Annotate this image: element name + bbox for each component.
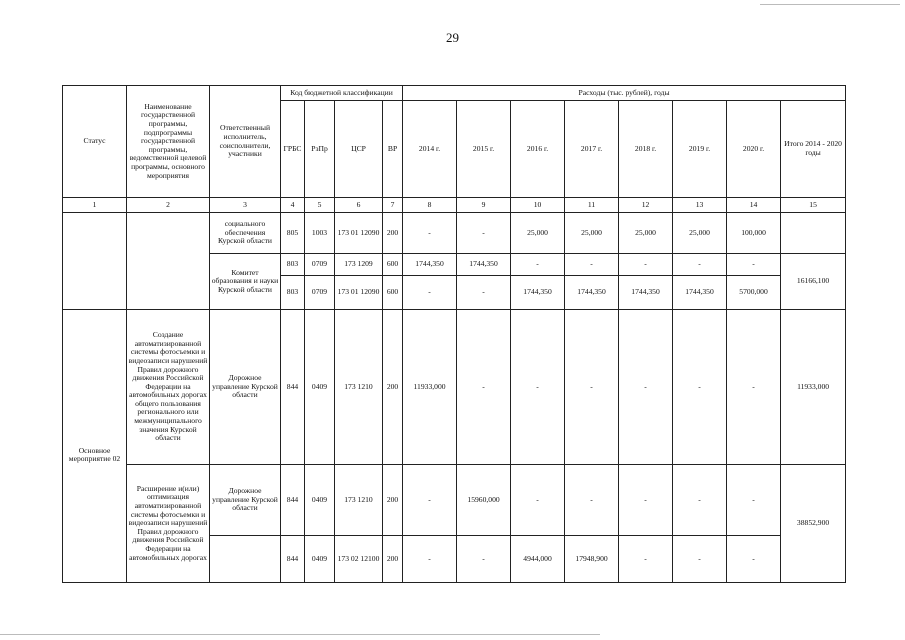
responsible-cell: Дорожное управление Курской области: [210, 465, 281, 536]
col-number: 11: [565, 198, 619, 213]
budget-table: [62, 85, 846, 583]
value-2014: 11933,000: [403, 310, 457, 465]
value-2015: -: [457, 310, 511, 465]
header-budget-code: Код бюджетной классификации: [281, 86, 403, 101]
value-2019: -: [673, 310, 727, 465]
csr-cell: 173 01 12090: [335, 213, 383, 254]
value-2017: 25,000: [565, 213, 619, 254]
value-2016: 1744,350: [511, 276, 565, 310]
grbs-cell: 803: [281, 254, 305, 276]
total-cell: [781, 213, 846, 254]
header-name: Наименование государственной программы, подпрограммы государственной программы, ведомственной целевой программы, основного мероприятия: [127, 86, 210, 198]
header-responsible: Ответственный исполнитель, соисполнители, участники: [210, 86, 281, 198]
col-number: 4: [281, 198, 305, 213]
total-cell: 11933,000: [781, 310, 846, 465]
col-number: 3: [210, 198, 281, 213]
value-2018: 25,000: [619, 213, 673, 254]
col-number: 10: [511, 198, 565, 213]
csr-cell: 173 01 12090: [335, 276, 383, 310]
vr-cell: 200: [383, 310, 403, 465]
grbs-cell: 844: [281, 465, 305, 536]
table-row: [63, 310, 846, 465]
name-cell: Расширение и(или) оптимизация автоматизированной системы фотосъемки и видеозаписи нарушений Правил дорожного движения Российской Федерации на автомобильных дорогах: [127, 465, 210, 583]
column-number-row: [63, 198, 846, 213]
rzpr-cell: 0709: [305, 276, 335, 310]
vr-cell: 200: [383, 213, 403, 254]
csr-cell: 173 1209: [335, 254, 383, 276]
header-vr: ВР: [383, 101, 403, 198]
value-2017: -: [565, 310, 619, 465]
value-2015: 1744,350: [457, 254, 511, 276]
rzpr-cell: 0709: [305, 254, 335, 276]
csr-cell: 173 1210: [335, 465, 383, 536]
grbs-cell: 803: [281, 276, 305, 310]
value-2020: -: [727, 310, 781, 465]
header-row-1: [63, 86, 846, 101]
header-year-2017: 2017 г.: [565, 101, 619, 198]
value-2015: -: [457, 536, 511, 583]
col-number: 12: [619, 198, 673, 213]
csr-cell: 173 02 12100: [335, 536, 383, 583]
value-2018: -: [619, 310, 673, 465]
header-total: Итого 2014 - 2020 годы: [781, 101, 846, 198]
value-2019: -: [673, 465, 727, 536]
vr-cell: 600: [383, 276, 403, 310]
rzpr-cell: 0409: [305, 310, 335, 465]
col-number: 1: [63, 198, 127, 213]
grbs-cell: 844: [281, 310, 305, 465]
header-year-2016: 2016 г.: [511, 101, 565, 198]
col-number: 6: [335, 198, 383, 213]
responsible-cell: социального обеспечения Курской области: [210, 213, 281, 254]
name-cell: Создание автоматизированной системы фотосъемки и видеозаписи нарушений Правил дорожного движения Российской Федерации на автомобильных дорогах общего пользования регионального или межмуниципального значения Курской области: [127, 310, 210, 465]
value-2019: -: [673, 254, 727, 276]
value-2017: 17948,900: [565, 536, 619, 583]
value-2014: -: [403, 465, 457, 536]
responsible-cell: Дорожное управление Курской области: [210, 310, 281, 465]
value-2015: -: [457, 276, 511, 310]
value-2016: -: [511, 254, 565, 276]
value-2020: 100,000: [727, 213, 781, 254]
value-2016: 4944,000: [511, 536, 565, 583]
value-2018: -: [619, 465, 673, 536]
vr-cell: 200: [383, 536, 403, 583]
value-2016: 25,000: [511, 213, 565, 254]
col-number: 15: [781, 198, 846, 213]
col-number: 9: [457, 198, 511, 213]
value-2017: -: [565, 465, 619, 536]
value-2020: -: [727, 536, 781, 583]
csr-cell: 173 1210: [335, 310, 383, 465]
header-rzpr: РзПр: [305, 101, 335, 198]
col-number: 7: [383, 198, 403, 213]
value-2015: 15960,000: [457, 465, 511, 536]
scan-artifact-line: [760, 4, 900, 5]
responsible-cell: [210, 536, 281, 583]
value-2018: 1744,350: [619, 276, 673, 310]
value-2015: -: [457, 213, 511, 254]
grbs-cell: 844: [281, 536, 305, 583]
col-number: 14: [727, 198, 781, 213]
header-expenses: Расходы (тыс. рублей), годы: [403, 86, 846, 101]
vr-cell: 600: [383, 254, 403, 276]
header-year-2015: 2015 г.: [457, 101, 511, 198]
total-cell: 38852,900: [781, 465, 846, 583]
col-number: 2: [127, 198, 210, 213]
header-year-2020: 2020 г.: [727, 101, 781, 198]
table-row: [63, 465, 846, 536]
status-cell: Основное мероприятие 02: [63, 310, 127, 583]
scan-artifact-line: [0, 634, 600, 635]
rzpr-cell: 1003: [305, 213, 335, 254]
value-2014: 1744,350: [403, 254, 457, 276]
header-year-2014: 2014 г.: [403, 101, 457, 198]
value-2019: -: [673, 536, 727, 583]
responsible-cell: Комитет образования и науки Курской области: [210, 254, 281, 310]
value-2014: -: [403, 536, 457, 583]
total-cell: 16166,100: [781, 254, 846, 310]
name-cell: [127, 213, 210, 310]
rzpr-cell: 0409: [305, 536, 335, 583]
value-2018: -: [619, 536, 673, 583]
value-2017: 1744,350: [565, 276, 619, 310]
value-2019: 25,000: [673, 213, 727, 254]
value-2016: -: [511, 465, 565, 536]
col-number: 5: [305, 198, 335, 213]
header-csr: ЦСР: [335, 101, 383, 198]
status-cell: [63, 213, 127, 310]
header-status: Статус: [63, 86, 127, 198]
value-2018: -: [619, 254, 673, 276]
value-2020: 5700,000: [727, 276, 781, 310]
header-year-2019: 2019 г.: [673, 101, 727, 198]
vr-cell: 200: [383, 465, 403, 536]
header-year-2018: 2018 г.: [619, 101, 673, 198]
col-number: 13: [673, 198, 727, 213]
table-row: [63, 213, 846, 254]
value-2014: -: [403, 276, 457, 310]
header-grbs: ГРБС: [281, 101, 305, 198]
value-2017: -: [565, 254, 619, 276]
col-number: 8: [403, 198, 457, 213]
value-2016: -: [511, 310, 565, 465]
value-2020: -: [727, 254, 781, 276]
rzpr-cell: 0409: [305, 465, 335, 536]
value-2020: -: [727, 465, 781, 536]
value-2014: -: [403, 213, 457, 254]
page-number: 29: [446, 30, 459, 45]
grbs-cell: 805: [281, 213, 305, 254]
value-2019: 1744,350: [673, 276, 727, 310]
